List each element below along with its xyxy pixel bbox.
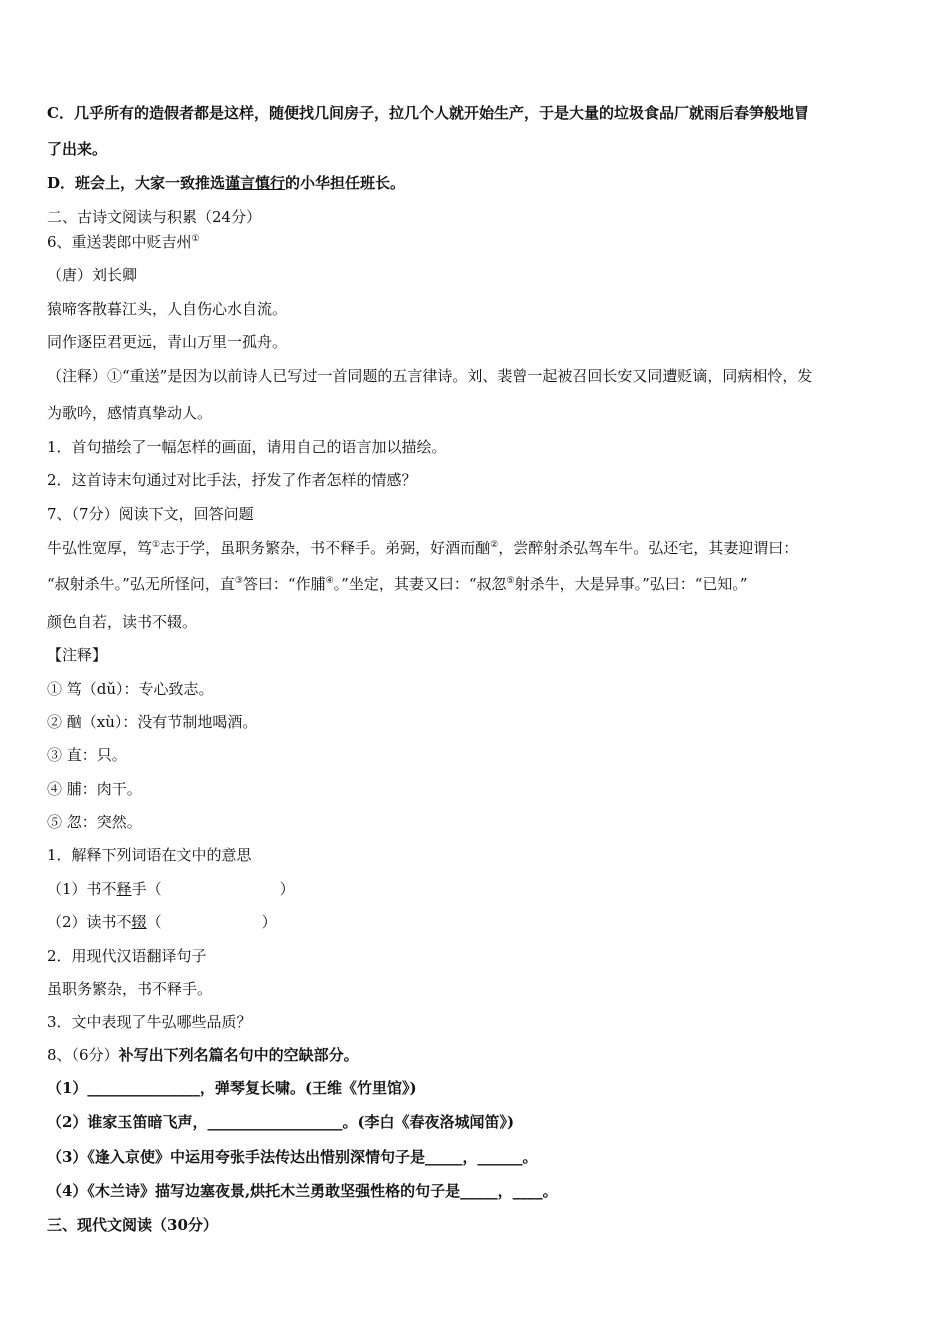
q7-footnote-mark-1: ① (152, 540, 161, 550)
option-d-suffix: 的小华担任班长。 (285, 174, 406, 192)
q6-note-line2: 为歌吟，感情真挚动人。 (47, 404, 213, 422)
q7-sub2-sentence: 虽职务繁杂，书不释手。 (47, 980, 213, 998)
q7-sub1-item1 (47, 879, 295, 899)
q6-author: （唐）刘长卿 (47, 266, 138, 284)
q7-note-5: ⑤ 忽：突然。 (47, 813, 142, 831)
q7-p1-a: 牛弘性宽厚，笃 (47, 539, 153, 557)
q7-note-4: ④ 脯：肉干。 (47, 780, 142, 798)
q7-notes-heading: 【注释】 (47, 646, 108, 664)
q6-title-footnote-mark: ① (191, 234, 200, 244)
q8-title-rest: 补写出下列名篇名句中的空缺部分。 (118, 1046, 359, 1064)
q7-note-2: ② 酗（xù）：没有节制地喝酒。 (47, 713, 258, 731)
q7-sub1-item2-word: 辍 (131, 913, 147, 931)
q7-p1-b: 志于学，虽职务繁杂，书不释手。弟弼，好酒而酗 (160, 539, 491, 557)
option-c-line1: C．几乎所有的造假者都是这样，随便找几间房子，拉几个人就开始生产，于是大量的垃圾食品厂就雨后春笋般地冒 (47, 104, 809, 122)
q7-p2-d: 射杀牛，大是异事。”弘曰：“已知。” (514, 575, 748, 593)
q6-note-line1: （注释）①“重送”是因为以前诗人已写过一首同题的五言律诗。刘、裴曾一起被召回长安又同遭贬谪，同病相怜，发 (47, 367, 813, 385)
q7-sub1-item2 (47, 912, 277, 932)
option-d (47, 173, 405, 193)
q7-p2-c: 。”坐定，其妻又曰：“叔忽 (333, 575, 507, 593)
q7-sub1-item2-suffix: （ (146, 913, 162, 931)
q6-sub1: 1．首句描绘了一幅怎样的画面，请用自己的语言加以描绘。 (47, 438, 447, 456)
q7-footnote-mark-4: ④ (325, 576, 334, 586)
q7-sub1-item2-prefix: （2）读书不 (47, 913, 132, 931)
option-c-line2: 了出来。 (47, 140, 108, 158)
q7-p1-c: ，尝醉射杀弘驾车牛。弘还宅，其妻迎谓曰： (498, 539, 799, 557)
q7-passage-line3: 颜色自若，读书不辍。 (47, 613, 198, 631)
q7-sub3: 3．文中表现了牛弘哪些品质？ (47, 1013, 252, 1031)
q7-footnote-mark-2: ② (490, 540, 499, 550)
q7-sub1-item1-close: ） (279, 880, 295, 898)
q7-footnote-mark-3: ③ (234, 576, 243, 586)
q8-item-1: （1）_______________，弹琴复长啸。(王维《竹里馆》) (47, 1079, 417, 1097)
q6-verse2: 同作逐臣君更远，青山万里一孤舟。 (47, 333, 288, 351)
q7-passage-line2 (47, 574, 748, 594)
q7-note-3: ③ 直：只。 (47, 746, 127, 764)
q7-p2-a: “叔射杀牛。”弘无所怪问，直 (47, 575, 235, 593)
q6-title-text: 6、重送裴郎中贬吉州 (47, 233, 192, 251)
q7-note-1: ① 笃（dǔ）：专心致志。 (47, 680, 214, 698)
q8-item-2: （2）谁家玉笛暗飞声，__________________。(李白《春夜洛城闻笛》) (47, 1113, 515, 1131)
q8-item-4: （4）《木兰诗》描写边塞夜景,烘托木兰勇敢坚强性格的句子是_____，____。 (47, 1182, 558, 1200)
q7-sub1-item1-prefix: （1）书不 (47, 880, 117, 898)
q7-title: 7、（7分）阅读下文，回答问题 (47, 505, 254, 523)
q7-sub1-item1-suffix: 手（ (131, 880, 162, 898)
q7-p2-b: 答曰：“作脯 (242, 575, 326, 593)
q7-sub1-item1-word: 释 (116, 880, 132, 898)
q8-title-prefix: 8、（6分） (47, 1046, 119, 1064)
q7-sub2: 2．用现代汉语翻译句子 (47, 947, 207, 965)
q6-verse1: 猿啼客散暮江头，人自伤心水自流。 (47, 300, 288, 318)
q7-sub1-item2-close: ） (261, 913, 277, 931)
q7-sub1: 1．解释下列词语在文中的意思 (47, 846, 252, 864)
section3-heading: 三、现代文阅读（30分） (47, 1216, 218, 1234)
option-d-underlined-term: 谨言慎行 (225, 174, 286, 192)
q7-passage-line1 (47, 538, 798, 558)
q6-sub2: 2．这首诗末句通过对比手法，抒发了作者怎样的情感？ (47, 471, 417, 489)
q8-title (47, 1045, 359, 1065)
q6-title (47, 232, 200, 252)
q7-footnote-mark-5: ⑤ (506, 576, 515, 586)
q8-item-3: （3）《逢入京使》中运用夸张手法传达出惜别深情句子是_____，______。 (47, 1148, 538, 1166)
option-d-prefix: D．班会上，大家一致推选 (47, 174, 226, 192)
section2-heading: 二、古诗文阅读与积累（24分） (47, 208, 262, 226)
